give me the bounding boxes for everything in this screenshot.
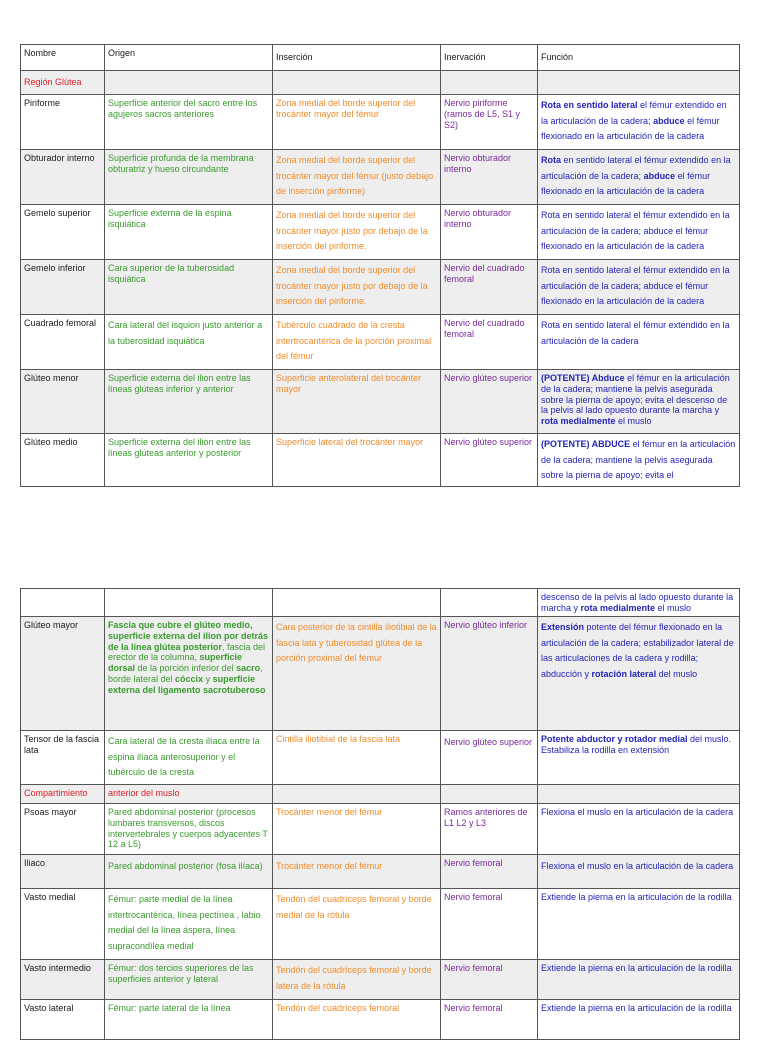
insertion-cell: Tendón del cuadríceps femoral y borde latera de la rótula [273, 960, 441, 1000]
section-title: Región Glútea [21, 71, 105, 95]
innervation-cell: Nervio femoral [441, 1000, 538, 1040]
function-cell: Extiende la pierna en la articulación de la rodilla [538, 1000, 740, 1040]
origin-cell: Superficie profunda de la membrana obturatriz y hueso circundante [105, 150, 273, 205]
function-cell: descenso de la pelvis al lado opuesto durante la marcha y rota medialmente el muslo [538, 589, 740, 617]
section-row [21, 785, 740, 804]
table-row [21, 889, 740, 960]
muscle-name: Cuadrado femoral [21, 315, 105, 370]
function-cell: Rota en sentido lateral el fémur extendido en la articulación de la cadera; abduce el fémur flexionado en la articulación de la cadera [538, 260, 740, 315]
table-row [21, 731, 740, 785]
function-bold: Rota en sentido lateral [541, 100, 638, 110]
insertion-cell: Tendón del cuadríceps femoral [273, 1000, 441, 1040]
muscle-name: Vasto intermedio [21, 960, 105, 1000]
function-cell: Flexiona el muslo en la articulación de la cadera [538, 804, 740, 855]
insertion-cell: Zona medial del borde superior del trocánter mayor del fémur [273, 95, 441, 150]
table-row [21, 434, 740, 487]
header-inervacion: Inervación [441, 45, 538, 71]
function-cell: (POTENTE) Abduce el fémur en la articulación de la cadera; mantiene la pelvis asegurada sobre la pierna de apoyo; evita el descenso de la pelvis al lado opuesto durante la marcha y rota medialmente el muslo [538, 370, 740, 434]
table-row [21, 260, 740, 315]
innervation-cell: Nervio femoral [441, 889, 538, 960]
origin-cell: Fémur: parte lateral de la línea [105, 1000, 273, 1040]
muscle-table-part-1 [20, 44, 739, 487]
function-cell: Extiende la pierna en la articulación de la rodilla [538, 960, 740, 1000]
section-title: Compartimiento [21, 785, 105, 804]
insertion-cell: Tendón del cuadríceps femoral y borde medial de la rótula [273, 889, 441, 960]
table-row [21, 855, 740, 889]
insertion-cell: Tubérculo cuadrado de la cresta intertrocantérica de la porción proximal del fémur [273, 315, 441, 370]
function-cell: (POTENTE) ABDUCE el fémur en la articulación de la cadera; mantiene la pelvis asegurada sobre la pierna de apoyo; evita el [538, 434, 740, 487]
innervation-cell: Nervio obturador interno [441, 150, 538, 205]
insertion-cell: Zona medial del borde superior del trocánter mayor justo por debajo de la inserción del piriforme. [273, 260, 441, 315]
function-cell: Rota en sentido lateral el fémur extendido en la articulación de la cadera; abduce el fémur flexionado en la articulación de la cadera [538, 95, 740, 150]
insertion-cell: Cara posterior de la cintilla iliotibial de la fascia lata y tuberosidad glútea de la porción proximal del fémur [273, 617, 441, 731]
insertion-cell: Zona medial del borde superior del trocánter mayor justo por debajo de la inserción del piriforme. [273, 205, 441, 260]
origin-cell: Superficie anterior del sacro entre los agujeros sacros anteriores [105, 95, 273, 150]
innervation-cell: Nervio del cuadrado femoral [441, 315, 538, 370]
insertion-cell: Cintilla iliotibial de la fascia lata [273, 731, 441, 785]
origin-cell: Fémur: dos tercios superiores de las superficies anterior y lateral [105, 960, 273, 1000]
muscle-name: Glúteo mayor [21, 617, 105, 731]
continuation-row [21, 589, 740, 617]
function-cell: Rota en sentido lateral el fémur extendido en la articulación de la cadera [538, 315, 740, 370]
muscle-name: Gemelo superior [21, 205, 105, 260]
function-cell: Flexiona el muslo en la articulación de la cadera [538, 855, 740, 889]
innervation-cell: Nervio glúteo superior [441, 370, 538, 434]
table-row [21, 205, 740, 260]
table-row [21, 95, 740, 150]
header-insercion: Inserción [273, 45, 441, 71]
section-subtitle: anterior del muslo [105, 785, 273, 804]
insertion-cell: Zona medial del borde superior del trocánter mayor del fémur (justo debajo de inserción piriforme) [273, 150, 441, 205]
section-row [21, 71, 740, 95]
muscle-name: Psoas mayor [21, 804, 105, 855]
origin-cell: Cara lateral del isquion justo anterior a la tuberosidad isquiática [105, 315, 273, 370]
header-funcion: Función [538, 45, 740, 71]
function-cell: Extiende la pierna en la articulación de la rodilla [538, 889, 740, 960]
function-cell: Extensión potente del fémur flexionado en la articulación de la cadera; estabilizador lateral de las articulaciones de la cadera y rodilla; abducción y rotación lateral del muslo [538, 617, 740, 731]
table-row [21, 370, 740, 434]
insertion-cell: Trocánter menor del fémur [273, 855, 441, 889]
table-row [21, 804, 740, 855]
muscle-name: Gemelo inferior [21, 260, 105, 315]
innervation-cell: Nervio del cuadrado femoral [441, 260, 538, 315]
muscle-name: Glúteo menor [21, 370, 105, 434]
function-cell: Rota en sentido lateral el fémur extendido en la articulación de la cadera; abduce el fémur flexionado en la articulación de la cadera [538, 150, 740, 205]
innervation-cell: Nervio piriforme (ramos de L5, S1 y S2) [441, 95, 538, 150]
muscle-name: Piriforme [21, 95, 105, 150]
innervation-cell: Nervio obturador interno [441, 205, 538, 260]
function-cell: Rota en sentido lateral el fémur extendido en la articulación de la cadera; abduce el fémur flexionado en la articulación de la cadera [538, 205, 740, 260]
origin-cell: Fascia que cubre el glúteo medio, superficie externa del ilion por detrás de la línea glútea posterior, fascia del erector de la columna, superficie dorsal de la porción inferior del sacro, borde lateral del cóccix y superficie externa del ligamento sacrotuberoso [105, 617, 273, 731]
table-row [21, 1000, 740, 1040]
table-row [21, 617, 740, 731]
header-nombre: Nombre [21, 45, 105, 71]
origin-cell: Cara lateral de la cresta ilíaca entre la espina ilíaca anterosuperior y el tubérculo de la cresta [105, 731, 273, 785]
muscle-name: Iliaco [21, 855, 105, 889]
innervation-cell: Nervio glúteo inferior [441, 617, 538, 731]
origin-cell: Cara superior de la tuberosidad isquiática [105, 260, 273, 315]
muscle-name: Vasto medial [21, 889, 105, 960]
origin-cell: Superficie externa del ilion entre las líneas glúteas inferior y anterior [105, 370, 273, 434]
table-row [21, 960, 740, 1000]
innervation-cell: Nervio glúteo superior [441, 434, 538, 487]
function-cell: Potente abductor y rotador medial del muslo. Estabiliza la rodilla en extensión [538, 731, 740, 785]
muscle-table-part-2 [20, 588, 739, 1040]
innervation-cell: Nervio glúteo superior [441, 731, 538, 785]
muscle-name: Obturador interno [21, 150, 105, 205]
muscle-name: Glúteo medio [21, 434, 105, 487]
origin-cell: Superficie externa de la espina isquiática [105, 205, 273, 260]
header-row [21, 45, 740, 71]
innervation-cell: Ramos anteriores de L1 L2 y L3 [441, 804, 538, 855]
header-origen: Origen [105, 45, 273, 71]
origin-cell: Fémur: parte medial de la línea intertrocantérica, línea pectínea , labio medial del la línea áspera, línea supracondílea medial [105, 889, 273, 960]
muscle-table [20, 44, 740, 487]
origin-cell: Superficie externa del ilion entre las líneas glúteas anterior y posterior [105, 434, 273, 487]
table-row [21, 150, 740, 205]
table-row [21, 315, 740, 370]
origin-cell: Pared abdominal posterior (procesos lumbares transversos, discos intervertebrales y cuerpos adyacentes T 12 a L5) [105, 804, 273, 855]
muscle-table-continued [20, 588, 740, 1040]
insertion-cell: Superficie lateral del trocánter mayor [273, 434, 441, 487]
insertion-cell: Superficie anterolateral del trocánter mayor [273, 370, 441, 434]
insertion-cell: Trocánter menor del fémur [273, 804, 441, 855]
muscle-name: Vasto lateral [21, 1000, 105, 1040]
muscle-name: Tensor de la fascia lata [21, 731, 105, 785]
origin-cell: Pared abdominal posterior (fosa ilíaca) [105, 855, 273, 889]
innervation-cell: Nervio femoral [441, 960, 538, 1000]
innervation-cell: Nervio femoral [441, 855, 538, 889]
